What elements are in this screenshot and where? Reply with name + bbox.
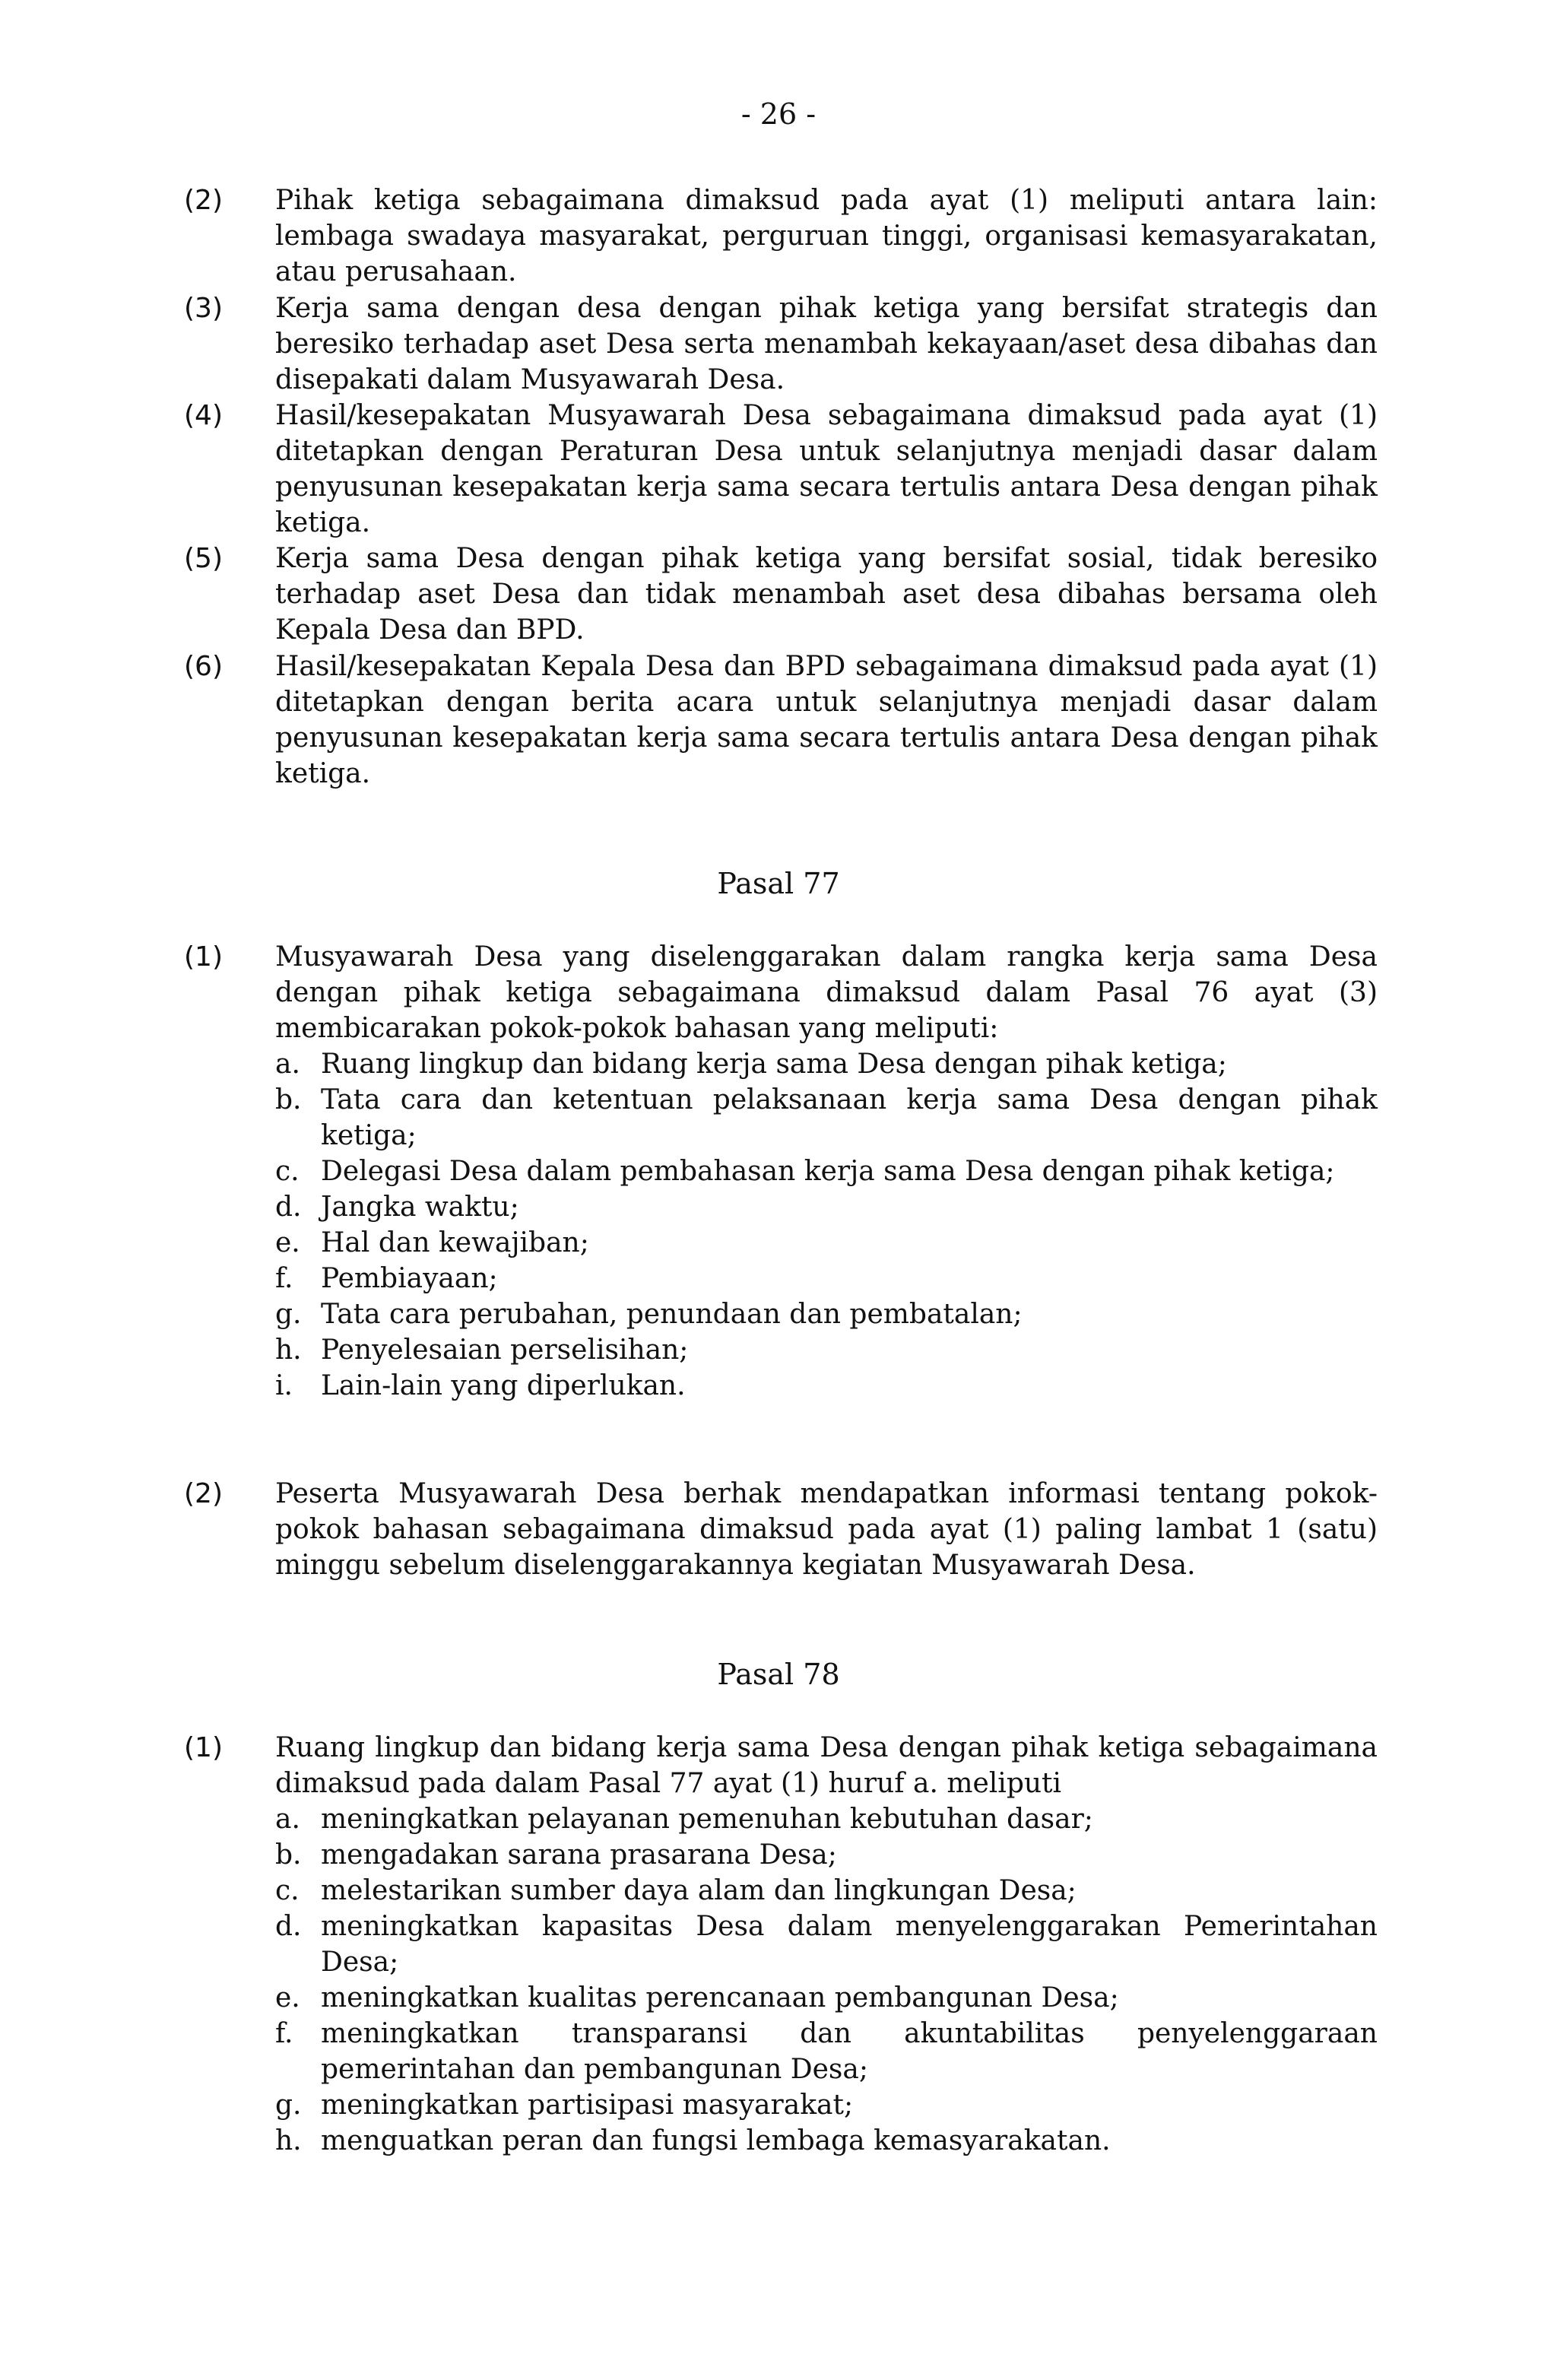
list-item [275,1296,1378,1332]
item-text: Kerja sama Desa dengan pihak ketiga yang bersifat sosial, tidak beresiko terhadap aset Desa dan tidak menambah aset desa dibahas bersama oleh Kepala Desa dan BPD. [275,543,1378,646]
list-item [275,1980,1378,2016]
item-text: Ruang lingkup dan bidang kerja sama Desa dengan pihak ketiga sebagaimana dimaksud pada dalam Pasal 77 ayat (1) huruf a. meliputi [275,1732,1378,1799]
list-label: d. [275,1192,302,1223]
list-label: i. [275,1370,293,1401]
item-number: (2) [184,1478,223,1509]
list-label: f. [275,2018,293,2049]
list-item [275,1154,1378,1189]
list-item [275,2087,1378,2123]
list-label: h. [275,1334,302,1366]
item-text: Pihak ketiga sebagaimana dimaksud pada ayat (1) meliputi antara lain: lembaga swadaya masyarakat, perguruan tinggi, organisasi kemasyarakatan, atau perusahaan. [275,185,1378,287]
pasal-77-sublist [275,1046,1378,1404]
list-label: a. [275,1804,300,1835]
list-text: Tata cara perubahan, penundaan dan pembatalan; [321,1299,1023,1330]
item-text: Musyawarah Desa yang diselenggarakan dalam rangka kerja sama Desa dengan pihak ketiga sebagaimana dimaksud dalam Pasal 76 ayat (3) membicarakan pokok-pokok bahasan yang meliputi: [275,941,1378,1044]
list-text: meningkatkan transparansi dan akuntabilitas penyelenggaraan pemerintahan dan pembangunan Desa; [321,2018,1378,2085]
list-text: meningkatkan kualitas perencanaan pembangunan Desa; [321,1982,1119,2013]
item-number: (6) [184,651,223,682]
list-text: Tata cara dan ketentuan pelaksanaan kerja sama Desa dengan pihak ketiga; [321,1084,1378,1151]
list-text: melestarikan sumber daya alam dan lingkungan Desa; [321,1875,1077,1906]
list-item [275,1225,1378,1261]
item-number: (4) [184,400,223,431]
list-text: Ruang lingkup dan bidang kerja sama Desa dengan pihak ketiga; [321,1049,1227,1080]
list-label: b. [275,1084,302,1115]
list-text: Jangka waktu; [321,1192,519,1223]
list-text: Hal dan kewajiban; [321,1227,589,1258]
list-label: c. [275,1156,300,1187]
item-text: Peserta Musyawarah Desa berhak mendapatkan informasi tentang pokok-pokok bahasan sebagaimana dimaksud pada ayat (1) paling lambat 1 (satu) minggu sebelum diselenggarakannya kegiatan Musyawarah Desa. [275,1478,1378,1581]
list-item [275,1873,1378,1909]
list-label: a. [275,1049,300,1080]
list-label: b. [275,1839,302,1871]
pasal-78-heading: Pasal 78 [717,1658,840,1691]
item-number: (5) [184,543,223,574]
list-item [275,1189,1378,1225]
list-label: g. [275,2090,302,2121]
list-item [275,2123,1378,2159]
list-label: g. [275,1299,302,1330]
pasal-78-sublist [275,1801,1378,2159]
list-text: meningkatkan partisipasi masyarakat; [321,2090,854,2121]
list-text: menguatkan peran dan fungsi lembaga kemasyarakatan. [321,2125,1111,2156]
list-label: h. [275,2125,302,2156]
list-text: Pembiayaan; [321,1263,498,1294]
page-number: - 26 - [740,97,817,131]
list-item [275,1837,1378,1873]
list-label: e. [275,1982,300,2013]
list-label: c. [275,1875,300,1906]
pasal-77-heading: Pasal 77 [717,867,840,900]
item-text: Hasil/kesepakatan Musyawarah Desa sebagaimana dimaksud pada ayat (1) ditetapkan dengan Peraturan Desa untuk selanjutnya menjadi dasar dalam penyusunan kesepakatan kerja sama secara tertulis antara Desa dengan pihak ketiga. [275,400,1378,538]
list-item [275,2016,1378,2087]
list-text: Penyelesaian perselisihan; [321,1334,689,1366]
list-text: Lain-lain yang diperlukan. [321,1370,686,1401]
list-item [275,1801,1378,1837]
list-label: f. [275,1263,293,1294]
item-text: Kerja sama dengan desa dengan pihak ketiga yang bersifat strategis dan beresiko terhadap aset Desa serta menambah kekayaan/aset desa dibahas dan disepakati dalam Musyawarah Desa. [275,293,1378,395]
list-text: meningkatkan pelayanan pemenuhan kebutuhan dasar; [321,1804,1093,1835]
item-number: (3) [184,293,223,324]
list-label: e. [275,1227,300,1258]
list-text: meningkatkan kapasitas Desa dalam menyelenggarakan Pemerintahan Desa; [321,1911,1378,1978]
list-item [275,1046,1378,1082]
list-item [275,1909,1378,1980]
list-item [275,1368,1378,1404]
list-label: d. [275,1911,302,1942]
list-text: Delegasi Desa dalam pembahasan kerja sama Desa dengan pihak ketiga; [321,1156,1335,1187]
item-number: (1) [184,1732,223,1763]
item-number: (1) [184,941,223,973]
item-text: Hasil/kesepakatan Kepala Desa dan BPD sebagaimana dimaksud pada ayat (1) ditetapkan dengan berita acara untuk selanjutnya menjadi dasar dalam penyusunan kesepakatan kerja sama secara tertulis antara Desa dengan pihak ketiga. [275,651,1378,789]
list-item [275,1332,1378,1368]
list-item [275,1082,1378,1154]
list-text: mengadakan sarana prasarana Desa; [321,1839,837,1871]
item-number: (2) [184,185,223,216]
list-item [275,1261,1378,1296]
